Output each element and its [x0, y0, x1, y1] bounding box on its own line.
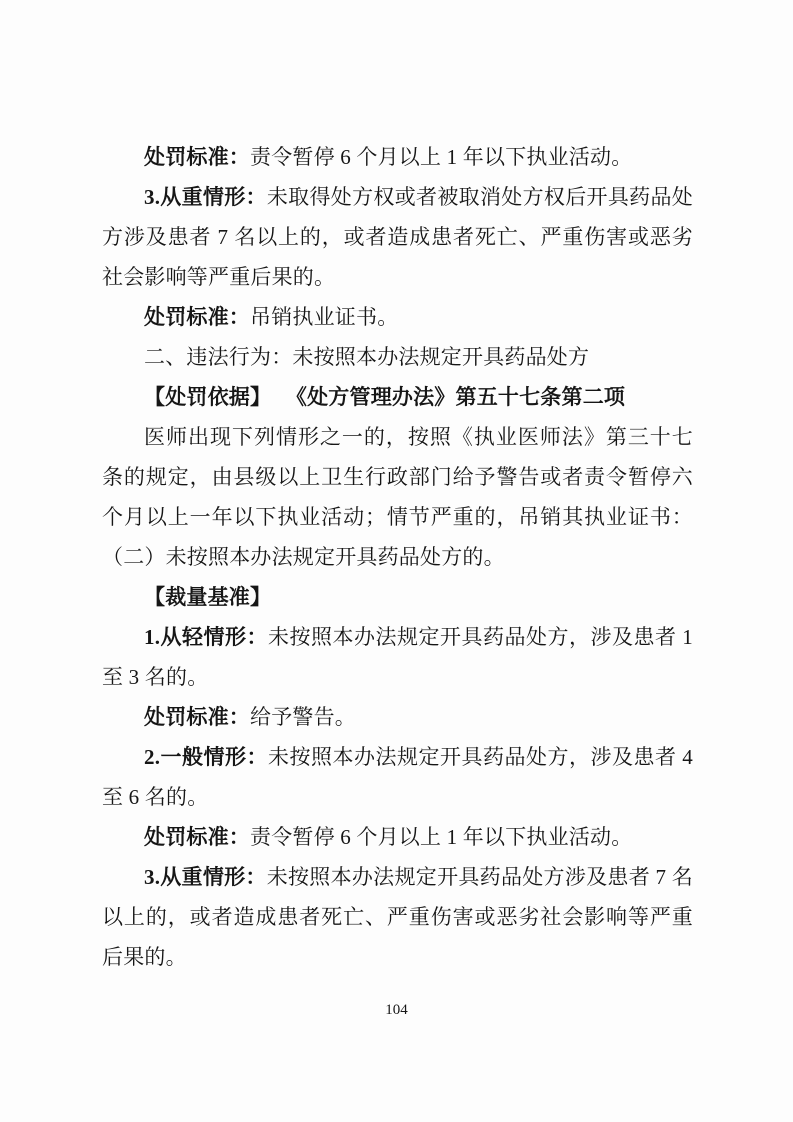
paragraph-label: 【处罚依据】 [144, 385, 272, 409]
paragraph-label: 【裁量基准】 [144, 585, 272, 609]
paragraph-text: 未按照本办法规定开具药品处方，涉及患者 4 至 6 名的。 [102, 745, 694, 809]
paragraph [102, 417, 693, 577]
paragraph-text: 医师出现下列情形之一的，按照《执业医师法》第三十七条的规定，由县级以上卫生行政部门给予警告或者责令暂停六个月以上一年以下执业活动；情节严重的，吊销其执业证书：（二）未按照本办法规定开具药品处方的。 [102, 425, 693, 569]
paragraph [102, 337, 693, 377]
paragraph [102, 697, 693, 737]
paragraph [102, 137, 693, 177]
paragraph-label: 处罚标准： [144, 705, 250, 729]
paragraph-label: 3.从重情形： [144, 185, 267, 209]
paragraph-text: 责令暂停 6 个月以上 1 年以下执业活动。 [250, 825, 633, 849]
paragraph [102, 377, 693, 417]
paragraph-text: 未按照本办法规定开具药品处方涉及患者 7 名以上的，或者造成患者死亡、严重伤害或恶劣社会影响等严重后果的。 [102, 865, 693, 969]
paragraph-text: 二、违法行为：未按照本办法规定开具药品处方 [144, 345, 590, 369]
paragraph [102, 577, 693, 617]
paragraph-label: 2.一般情形： [144, 745, 268, 769]
paragraph-label: 处罚标准： [144, 825, 250, 849]
paragraph-text: 给予警告。 [250, 705, 356, 729]
paragraph-text: 未取得处方权或者被取消处方权后开具药品处方涉及患者 7 名以上的，或者造成患者死亡、严重伤害或恶劣社会影响等严重后果的。 [102, 185, 694, 289]
paragraph-text: 《处方管理办法》第五十七条第二项 [296, 385, 626, 409]
paragraph-label: 处罚标准： [144, 305, 250, 329]
paragraph-text: 未按照本办法规定开具药品处方，涉及患者 1 至 3 名的。 [102, 625, 694, 689]
paragraph-text: 吊销执业证书。 [250, 305, 399, 329]
paragraph [102, 817, 693, 857]
paragraph-label: 1.从轻情形： [144, 625, 268, 649]
paragraph [102, 737, 693, 817]
page-number: 104 [385, 1002, 408, 1018]
paragraph-label: 3.从重情形： [144, 865, 267, 889]
paragraph-label: 处罚标准： [144, 145, 250, 169]
paragraph [102, 617, 693, 697]
page-footer [0, 1000, 793, 1020]
document-body [102, 137, 693, 977]
paragraph-text: 责令暂停 6 个月以上 1 年以下执业活动。 [250, 145, 633, 169]
paragraph [102, 177, 693, 297]
paragraph [102, 297, 693, 337]
paragraph [102, 857, 693, 977]
